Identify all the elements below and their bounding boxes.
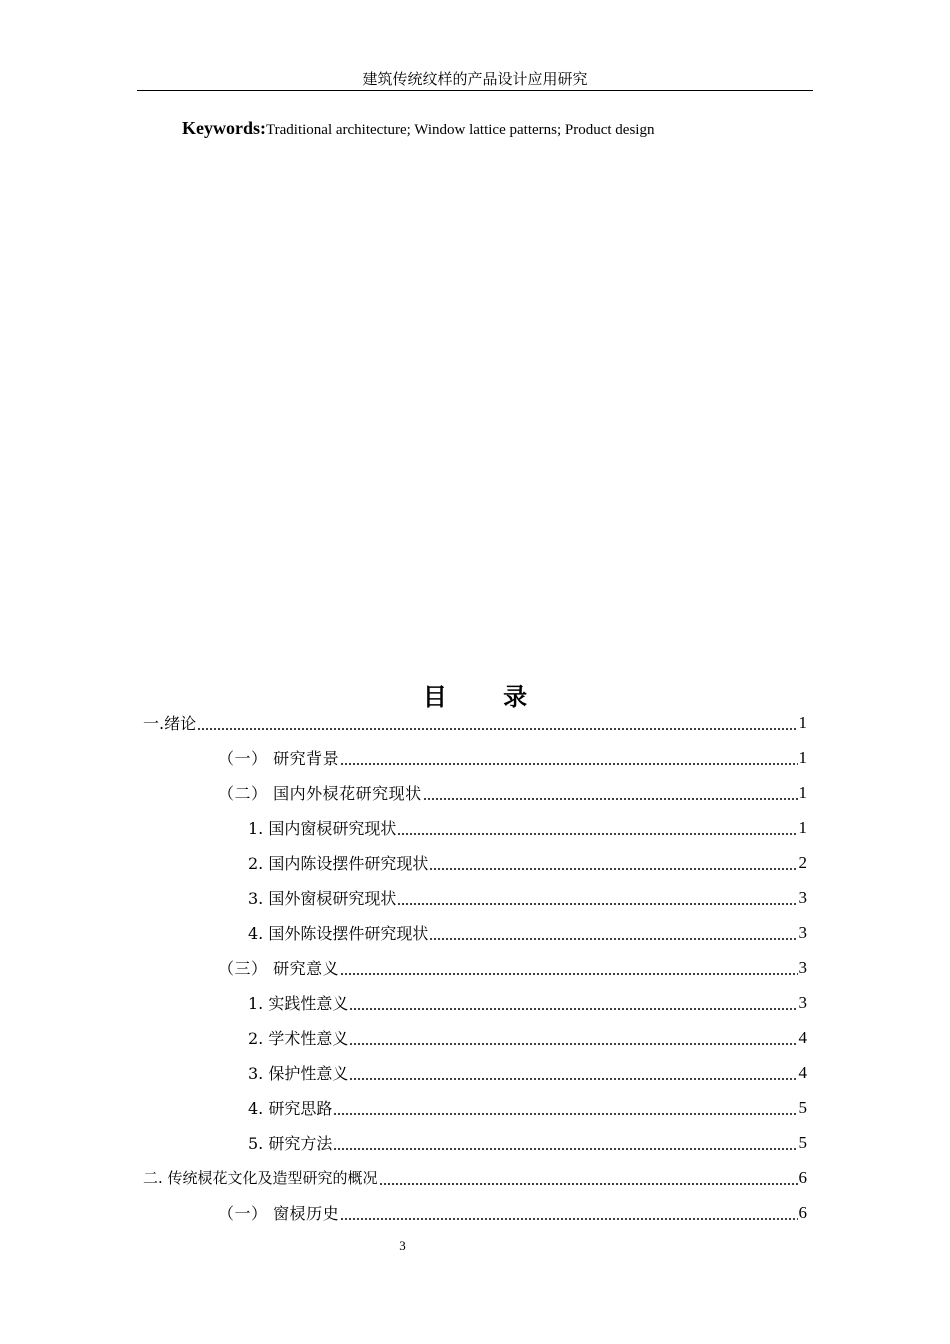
toc-entry-label: 1. 国内窗棂研究现状 bbox=[248, 819, 397, 838]
toc-entry-label: （一） 窗棂历史 bbox=[218, 1204, 340, 1223]
toc-entry-label: 二. 传统棂花文化及造型研究的概况 bbox=[143, 1169, 378, 1187]
toc-entry[interactable] bbox=[248, 1125, 807, 1160]
toc-entry[interactable] bbox=[248, 845, 807, 880]
keywords-label: Keywords: bbox=[182, 118, 266, 138]
toc-entry-page: 1 bbox=[798, 712, 807, 732]
toc-entry-label: 3. 国外窗棂研究现状 bbox=[248, 889, 397, 908]
toc-entry-page: 6 bbox=[798, 1202, 807, 1222]
toc-leader-dots bbox=[197, 715, 797, 735]
toc-entry-page: 3 bbox=[798, 957, 807, 977]
toc-leader-dots bbox=[340, 1205, 797, 1225]
toc-entry[interactable] bbox=[248, 915, 807, 950]
toc-entry[interactable] bbox=[248, 1055, 807, 1090]
running-header bbox=[137, 68, 813, 91]
toc-entry-label: （三） 研究意义 bbox=[218, 959, 340, 978]
toc-entry-page: 3 bbox=[798, 887, 807, 907]
running-header-title: 建筑传统纹样的产品设计应用研究 bbox=[362, 70, 588, 88]
toc-entry[interactable] bbox=[218, 1195, 807, 1230]
toc-entry[interactable] bbox=[248, 880, 807, 915]
toc-leader-dots bbox=[333, 1100, 797, 1120]
toc-entry-page: 6 bbox=[798, 1167, 807, 1187]
toc-entry-label: 2. 国内陈设摆件研究现状 bbox=[248, 854, 429, 873]
toc-title: 目 录 bbox=[422, 683, 552, 711]
toc-leader-dots bbox=[349, 995, 797, 1015]
toc-entry-label: 4. 国外陈设摆件研究现状 bbox=[248, 924, 429, 943]
toc-entry-label: 一.绪论 bbox=[143, 714, 197, 733]
toc-entry[interactable] bbox=[218, 950, 807, 985]
toc-leader-dots bbox=[333, 1135, 797, 1155]
keywords-line bbox=[182, 116, 654, 142]
toc-entry[interactable] bbox=[143, 705, 807, 740]
toc-entry-page: 1 bbox=[798, 817, 807, 837]
toc-entry[interactable] bbox=[218, 775, 807, 810]
toc-leader-dots bbox=[429, 855, 797, 875]
toc-leader-dots bbox=[429, 925, 797, 945]
toc-entry-page: 5 bbox=[798, 1097, 807, 1117]
toc-entry[interactable] bbox=[248, 810, 807, 845]
toc-entry-page: 4 bbox=[798, 1062, 807, 1082]
toc-entry-page: 3 bbox=[798, 992, 807, 1012]
toc-entry[interactable] bbox=[143, 1160, 807, 1195]
page-number: 3 bbox=[399, 1238, 406, 1253]
toc-entry-label: 2. 学术性意义 bbox=[248, 1029, 349, 1048]
toc-entry-label: 1. 实践性意义 bbox=[248, 994, 349, 1013]
toc-entry-label: 3. 保护性意义 bbox=[248, 1064, 349, 1083]
toc-entry[interactable] bbox=[248, 1020, 807, 1055]
toc-entry-page: 4 bbox=[798, 1027, 807, 1047]
toc-leader-dots bbox=[340, 750, 797, 770]
toc-entry-page: 1 bbox=[798, 782, 807, 802]
toc-leader-dots bbox=[379, 1170, 798, 1190]
toc-leader-dots bbox=[349, 1065, 797, 1085]
toc-entry-label: （二） 国内外棂花研究现状 bbox=[218, 784, 422, 803]
keywords-text: Traditional architecture; Window lattice patterns; Product design bbox=[266, 122, 655, 138]
toc-leader-dots bbox=[397, 890, 797, 910]
toc-entry[interactable] bbox=[248, 1090, 807, 1125]
toc-entry-label: 4. 研究思路 bbox=[248, 1099, 333, 1118]
toc-leader-dots bbox=[423, 785, 798, 805]
toc-entry-page: 2 bbox=[798, 852, 807, 872]
toc-leader-dots bbox=[340, 960, 797, 980]
toc-leader-dots bbox=[397, 820, 797, 840]
toc-entry-label: （一） 研究背景 bbox=[218, 749, 340, 768]
toc-entry-page: 3 bbox=[798, 922, 807, 942]
toc-leader-dots bbox=[349, 1030, 797, 1050]
toc-entry[interactable] bbox=[248, 985, 807, 1020]
toc-entry-page: 1 bbox=[798, 747, 807, 767]
toc-entry[interactable] bbox=[218, 740, 807, 775]
toc-entry-page: 5 bbox=[798, 1132, 807, 1152]
toc-entry-label: 5. 研究方法 bbox=[248, 1134, 333, 1153]
